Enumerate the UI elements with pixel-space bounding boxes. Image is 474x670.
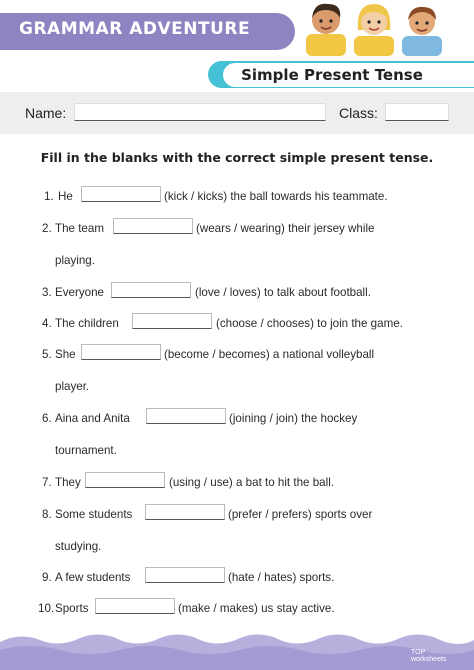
answer-blank-9[interactable]: [145, 567, 225, 583]
logo-top-text: TOP: [411, 649, 426, 656]
question-text: (joining / join) the hockey: [229, 412, 358, 425]
question-number: 4.: [42, 317, 52, 330]
worksheet-subtitle: Simple Present Tense: [241, 66, 423, 84]
name-label: Name:: [25, 105, 67, 121]
question-number: 10.: [38, 602, 55, 615]
question-text: (choose / chooses) to join the game.: [216, 317, 403, 330]
question-subject: He: [58, 190, 73, 203]
question-number: 6.: [42, 412, 52, 425]
answer-blank-8[interactable]: [145, 504, 225, 520]
question-text: (love / loves) to talk about football.: [195, 286, 371, 299]
question-number: 3.: [42, 286, 52, 299]
question-subject: They: [55, 476, 81, 489]
answer-blank-6[interactable]: [146, 408, 226, 424]
name-field[interactable]: [74, 103, 326, 121]
kid-boy-left: [306, 4, 346, 56]
question-continuation: studying.: [55, 540, 102, 553]
question-number: 2.: [42, 222, 52, 235]
answer-blank-3[interactable]: [111, 282, 191, 298]
answer-blank-2[interactable]: [113, 218, 193, 234]
question-text: (wears / wearing) their jersey while: [196, 222, 375, 235]
class-field[interactable]: [385, 103, 449, 121]
question-number: 8.: [42, 508, 52, 521]
answer-blank-5[interactable]: [81, 344, 161, 360]
question-number: 5.: [42, 348, 52, 361]
worksheet-title: GRAMMAR ADVENTURE: [19, 19, 251, 39]
answer-blank-10[interactable]: [95, 598, 175, 614]
instructions: Fill in the blanks with the correct simple present tense.: [40, 150, 434, 165]
question-subject: Some students: [55, 508, 133, 521]
logo-bottom-text: worksheets: [411, 656, 447, 663]
question-text: (prefer / prefers) sports over: [228, 508, 373, 521]
question-subject: The children: [55, 317, 119, 330]
answer-blank-4[interactable]: [132, 313, 212, 329]
kids-illustration: [302, 0, 447, 60]
question-text: (hate / hates) sports.: [228, 571, 335, 584]
question-subject: Everyone: [55, 286, 104, 299]
question-continuation: tournament.: [55, 444, 117, 457]
kid-boy-right: [402, 7, 442, 56]
class-label: Class:: [339, 105, 378, 121]
footer-wave: [0, 628, 474, 670]
kid-girl-middle: [354, 4, 394, 56]
question-subject: Sports: [55, 602, 89, 615]
question-subject: She: [55, 348, 76, 361]
question-continuation: playing.: [55, 254, 95, 267]
question-text: (make / makes) us stay active.: [178, 602, 335, 615]
answer-blank-1[interactable]: [81, 186, 161, 202]
question-text: (using / use) a bat to hit the ball.: [169, 476, 334, 489]
question-number: 1.: [44, 190, 54, 203]
question-subject: The team: [55, 222, 104, 235]
answer-blank-7[interactable]: [85, 472, 165, 488]
question-text: (become / becomes) a national volleyball: [164, 348, 375, 361]
question-number: 7.: [42, 476, 52, 489]
site-logo: [411, 649, 446, 663]
question-number: 9.: [42, 571, 52, 584]
question-text: (kick / kicks) the ball towards his teammate.: [164, 190, 388, 203]
question-subject: Aina and Anita: [55, 412, 130, 425]
question-continuation: player.: [55, 380, 90, 393]
question-subject: A few students: [55, 571, 131, 584]
